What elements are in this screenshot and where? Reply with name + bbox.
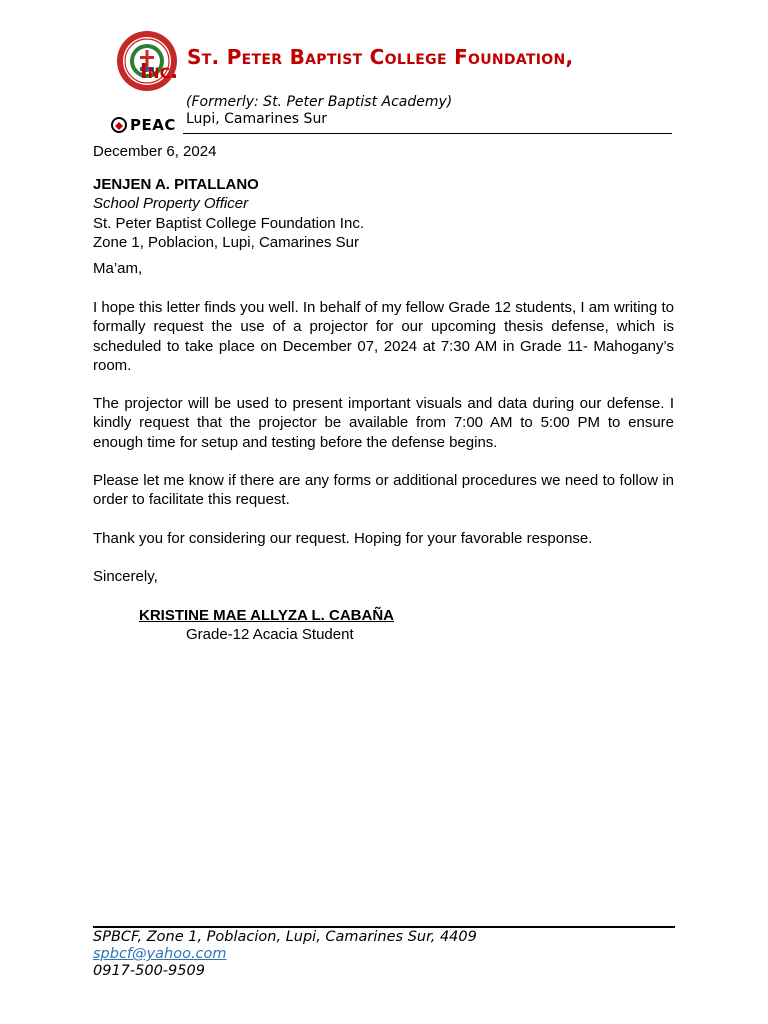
body-paragraph: Please let me know if there are any forms or additional procedures we need to follow in order to facilitate this request. <box>93 472 674 509</box>
peac-logo-text: PEAC <box>130 116 176 134</box>
body-paragraph: The projector will be used to present important visuals and data during our defense. I kindly request that the projector be available from 7:00 AM to 5:00 PM to ensure enough time for setup and testing before the defense begins. <box>93 395 674 451</box>
body-paragraph: I hope this letter finds you well. In behalf of my fellow Grade 12 students, I am writing to formally request the use of a projector for our upcoming thesis defense, which is scheduled to take place on December 07, 2024 at 7:30 AM in Grade 11- Mahogany’s room. <box>93 299 674 374</box>
recipient-name: JENJEN A. PITALLANO <box>93 176 259 193</box>
closing: Sincerely, <box>93 568 158 585</box>
salutation: Ma’am, <box>93 260 143 277</box>
footer-divider <box>93 926 675 928</box>
recipient-address: Zone 1, Poblacion, Lupi, Camarines Sur <box>93 233 359 251</box>
signer-name: KRISTINE MAE ALLYZA L. CABAÑA <box>139 607 394 624</box>
recipient-org: St. Peter Baptist College Foundation Inc. <box>93 214 364 232</box>
formerly-name: (Formerly: St. Peter Baptist Academy) <box>186 94 453 110</box>
signer-role: Grade-12 Acacia Student <box>186 626 354 643</box>
recipient-title: School Property Officer <box>93 195 249 213</box>
letter-date: December 6, 2024 <box>93 143 217 160</box>
peac-logo <box>111 116 176 134</box>
recipient-block <box>93 175 364 252</box>
header-divider <box>183 133 672 134</box>
footer-email-link[interactable]: spbcf@yahoo.com <box>93 946 227 962</box>
footer-phone: 0917-500-9509 <box>93 963 205 979</box>
header-address: Lupi, Camarines Sur <box>186 111 328 127</box>
college-name <box>140 44 667 84</box>
college-name-line1: St. Peter Baptist College Foundation, <box>187 45 574 69</box>
footer-address: SPBCF, Zone 1, Poblacion, Lupi, Camarines Sur, 4409 <box>93 929 477 945</box>
body-paragraph: Thank you for considering our request. Hoping for your favorable response. <box>93 530 593 547</box>
college-name-line2: Inc. <box>140 59 179 83</box>
peac-icon <box>111 117 127 133</box>
